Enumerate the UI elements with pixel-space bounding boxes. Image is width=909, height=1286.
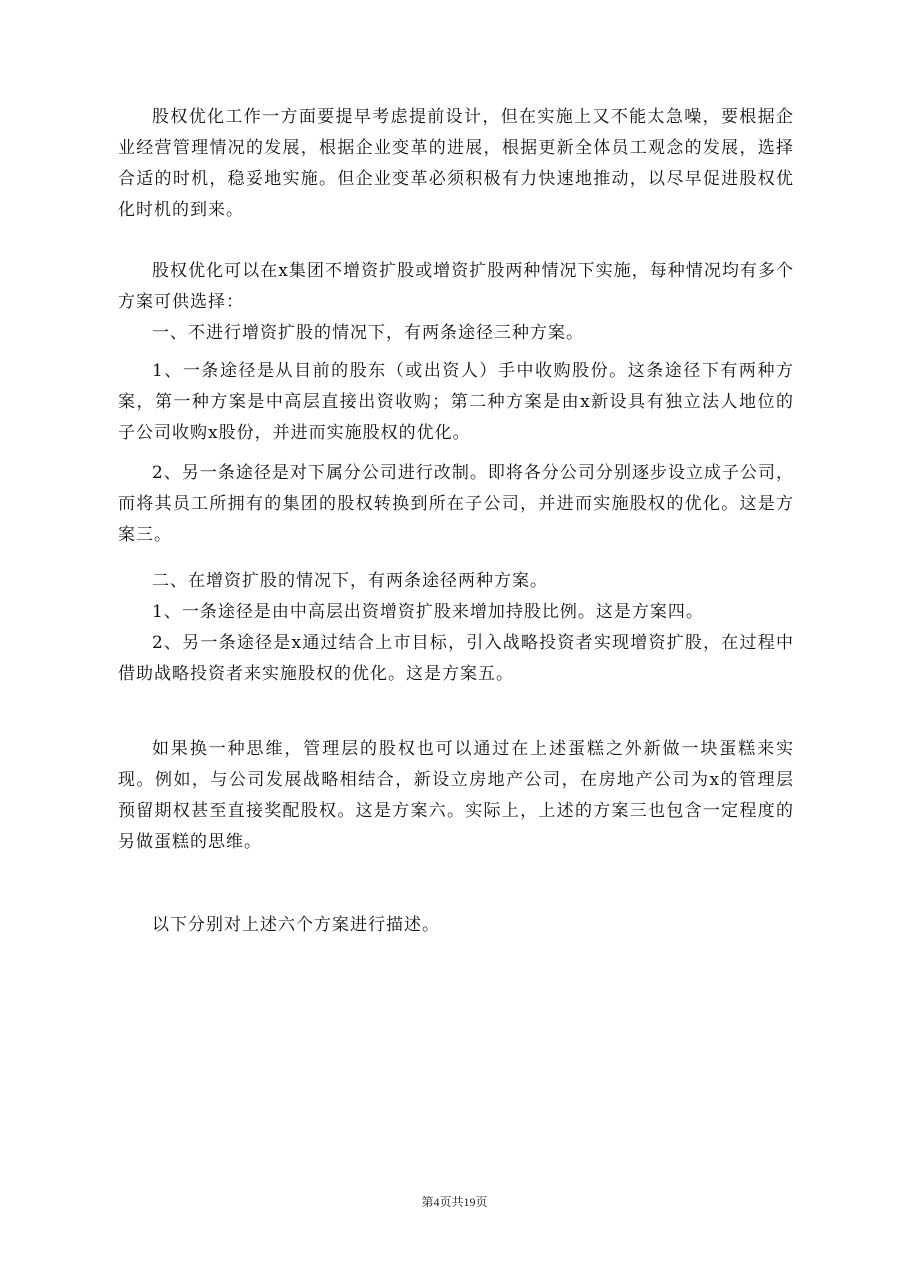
paragraph-path-one-share-purchase: 1、一条途径是从目前的股东（或出资人）手中收购股份。这条途径下有两种方案，第一种方案是中高层直接出资收购；第二种方案是由x新设具有独立法人地位的子公司收购x股份，并进而实施股权的优化。 (118, 361, 794, 443)
paragraph-plan-five: 2、另一条途径是x通过结合上市目标，引入战略投资者实现增资扩股，在过程中借助战略投资者来实施股权的优化。这是方案五。 (118, 633, 794, 684)
paragraph-closing: 以下分别对上述六个方案进行描述。 (152, 915, 440, 935)
paragraph-path-two-restructuring: 2、另一条途径是对下属分公司进行改制。即将各分公司分别逐步设立成子公司，而将其员工所拥有的集团的股权转换到所在子公司，并进而实施股权的优化。这是方案三。 (118, 463, 794, 545)
paragraph-equity-optimization-timing: 股权优化工作一方面要提早考虑提前设计，但在实施上又不能太急噪，要根据企业经营管理情况的发展，根据企业变革的进展，根据更新全体员工观念的发展，选择合适的时机，稳妥地实施。但企业变革必须积极有力快速地推动，以尽早促进股权优化时机的到来。 (118, 107, 794, 220)
heading-capital-increase: 二、在增资扩股的情况下，有两条途径两种方案。 (152, 571, 548, 591)
heading-no-capital-increase: 一、不进行增资扩股的情况下，有两条途径三种方案。 (152, 323, 584, 343)
paragraph-implementation-scenarios: 股权优化可以在x集团不增资扩股或增资扩股两种情况下实施，每种情况均有多个方案可供选择： (118, 261, 794, 312)
page-number-footer: 第4页共19页 (421, 1195, 488, 1209)
paragraph-plan-four: 1、一条途径是由中高层出资增资扩股来增加持股比例。这是方案四。 (152, 602, 704, 622)
paragraph-plan-six: 如果换一种思维，管理层的股权也可以通过在上述蛋糕之外新做一块蛋糕来实现。例如，与公司发展战略相结合，新设立房地产公司，在房地产公司为x的管理层预留期权甚至直接奖配股权。这是方案六。实际上，上述的方案三也包含一定程度的另做蛋糕的思维。 (118, 739, 794, 852)
